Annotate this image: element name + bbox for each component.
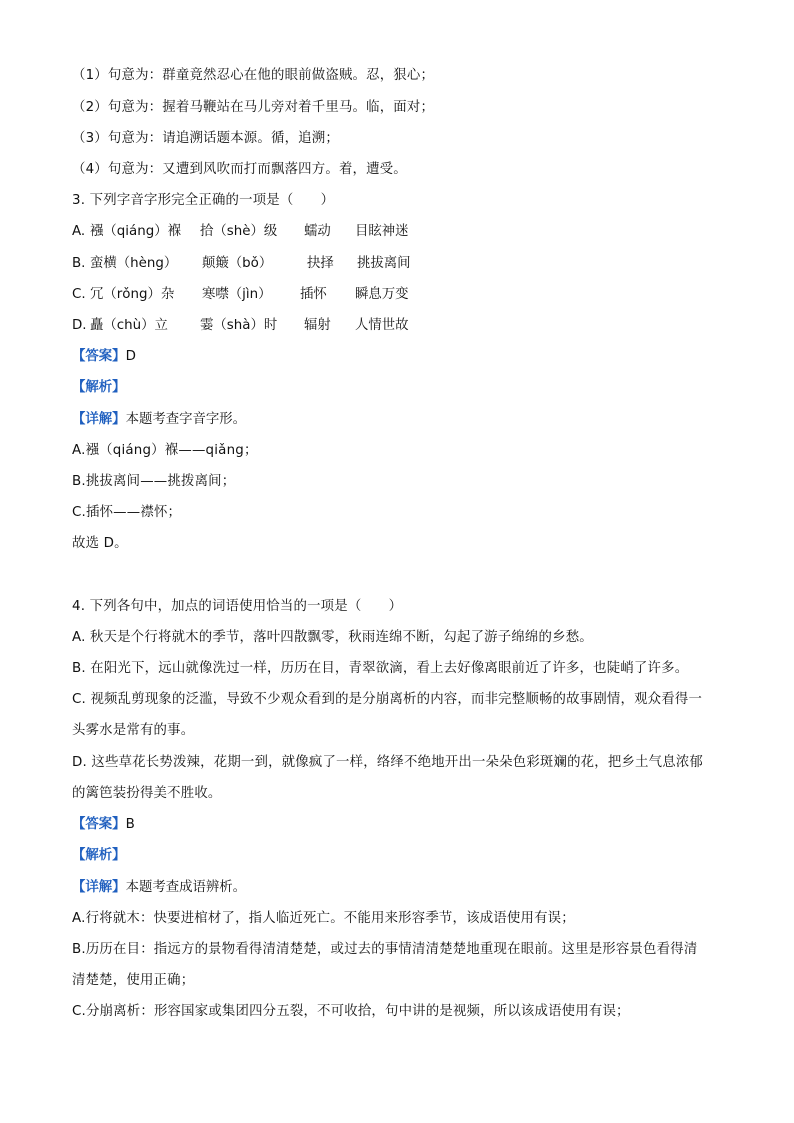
q4-detail (72, 878, 246, 898)
q3-explain-line: A.襁（qiáng）褓——qiǎng； (72, 443, 258, 458)
q3-option-letter: C. (72, 287, 86, 302)
q3-option-item: 颠簸（bǒ） (202, 256, 273, 271)
q4-explain-line: C.分崩离析：形容国家或集团四分五裂，不可收拾，句中讲的是视频，所以该成语使用有误； (72, 1004, 630, 1019)
q4-explain-line: 清楚楚，使用正确； (72, 973, 195, 988)
q3-option-item: 辐射 (304, 318, 331, 333)
q3-option-item: 瞬息万变 (355, 287, 409, 302)
q3-answer (72, 347, 136, 367)
q3-option-letter: B. (72, 256, 86, 271)
q4-analysis-heading (72, 846, 126, 866)
q4-option-d-cont: 的篱笆装扮得美不胜收。 (72, 786, 222, 801)
q3-option-item: 霎（shà）时 (200, 318, 278, 333)
q4-option-a: A. 秋天是个行将就木的季节，落叶四散飘零，秋雨连绵不断，勾起了游子绵绵的乡愁。 (72, 630, 593, 645)
q4-option-c-cont: 头雾水是常有的事。 (72, 723, 195, 738)
q3-option-item: 蛮横（hèng） (90, 256, 178, 271)
q2-note-4: （4）句意为：又遭到风吹而打而飘落四方。着，遭受。 (72, 162, 407, 177)
answer-value: D (125, 349, 136, 364)
q3-option-item: 冗（rǒng）杂 (90, 287, 175, 302)
q3-option-item: 蠕动 (304, 224, 331, 239)
analysis-tag: 【解析】 (72, 380, 126, 395)
q3-stem: 3. 下列字音字形完全正确的一项是（ ） (72, 193, 335, 208)
detail-text: 本题考查字音字形。 (125, 412, 247, 427)
q2-note-3: （3）句意为：请追溯话题本源。循，追溯； (72, 131, 339, 146)
detail-tag: 【详解】 (72, 412, 126, 427)
answer-tag: 【答案】 (72, 349, 126, 364)
q2-note-2: （2）句意为：握着马鞭站在马儿旁对着千里马。临，面对； (72, 100, 435, 115)
q3-option-item: 矗（chù）立 (90, 318, 168, 333)
q4-option-b: B. 在阳光下，远山就像洗过一样，历历在目，青翠欲滴，看上去好像离眼前近了许多，也陡峭了许多。 (72, 661, 689, 676)
q2-note-1: （1）句意为：群童竟然忍心在他的眼前做盗贼。忍，狠心； (72, 68, 435, 83)
q3-explain-line: C.插怀——襟怀； (72, 505, 182, 520)
q3-explain-line: 故选 D。 (72, 536, 128, 551)
q3-option-item: 挑拔离间 (357, 256, 411, 271)
q3-option-item: 拾（shè）级 (200, 224, 278, 239)
q4-option-d: D. 这些草花长势泼辣，花期一到，就像疯了一样，络绎不绝地开出一朵朵色彩斑斓的花，把乡土气息浓郁 (72, 755, 703, 770)
q4-explain-line: B.历历在目：指远方的景物看得清清楚楚，或过去的事情清清楚楚地重现在眼前。这里是形容景色看得清 (72, 942, 698, 957)
q4-answer (72, 815, 135, 835)
q3-option-letter: A. (72, 224, 86, 239)
q3-detail (72, 410, 246, 430)
q3-option-item: 人情世故 (355, 318, 409, 333)
detail-tag: 【详解】 (72, 880, 126, 895)
detail-text: 本题考查成语辨析。 (125, 880, 247, 895)
q3-option-item: 襁（qiáng）褓 (90, 224, 181, 239)
analysis-tag: 【解析】 (72, 848, 126, 863)
answer-tag: 【答案】 (72, 817, 126, 832)
answer-value: B (125, 817, 135, 832)
q4-explain-line: A.行将就木：快要进棺材了，指人临近死亡。不能用来形容季节，该成语使用有误； (72, 911, 575, 926)
q3-explain-line: B.挑拔离间——挑拨离间； (72, 474, 236, 489)
q4-stem: 4. 下列各句中，加点的词语使用恰当的一项是（ ） (72, 599, 403, 614)
q3-option-item: 抉择 (307, 256, 334, 271)
q4-option-c: C. 视频乱剪现象的泛滥，导致不少观众看到的是分崩离析的内容，而非完整顺畅的故事剧情，观众看得一 (72, 692, 703, 707)
q3-option-item: 目眩神迷 (355, 224, 409, 239)
q3-option-item: 插怀 (300, 287, 327, 302)
q3-option-item: 寒噤（jìn） (202, 287, 272, 302)
q3-option-letter: D. (72, 318, 87, 333)
q3-analysis-heading (72, 378, 126, 398)
